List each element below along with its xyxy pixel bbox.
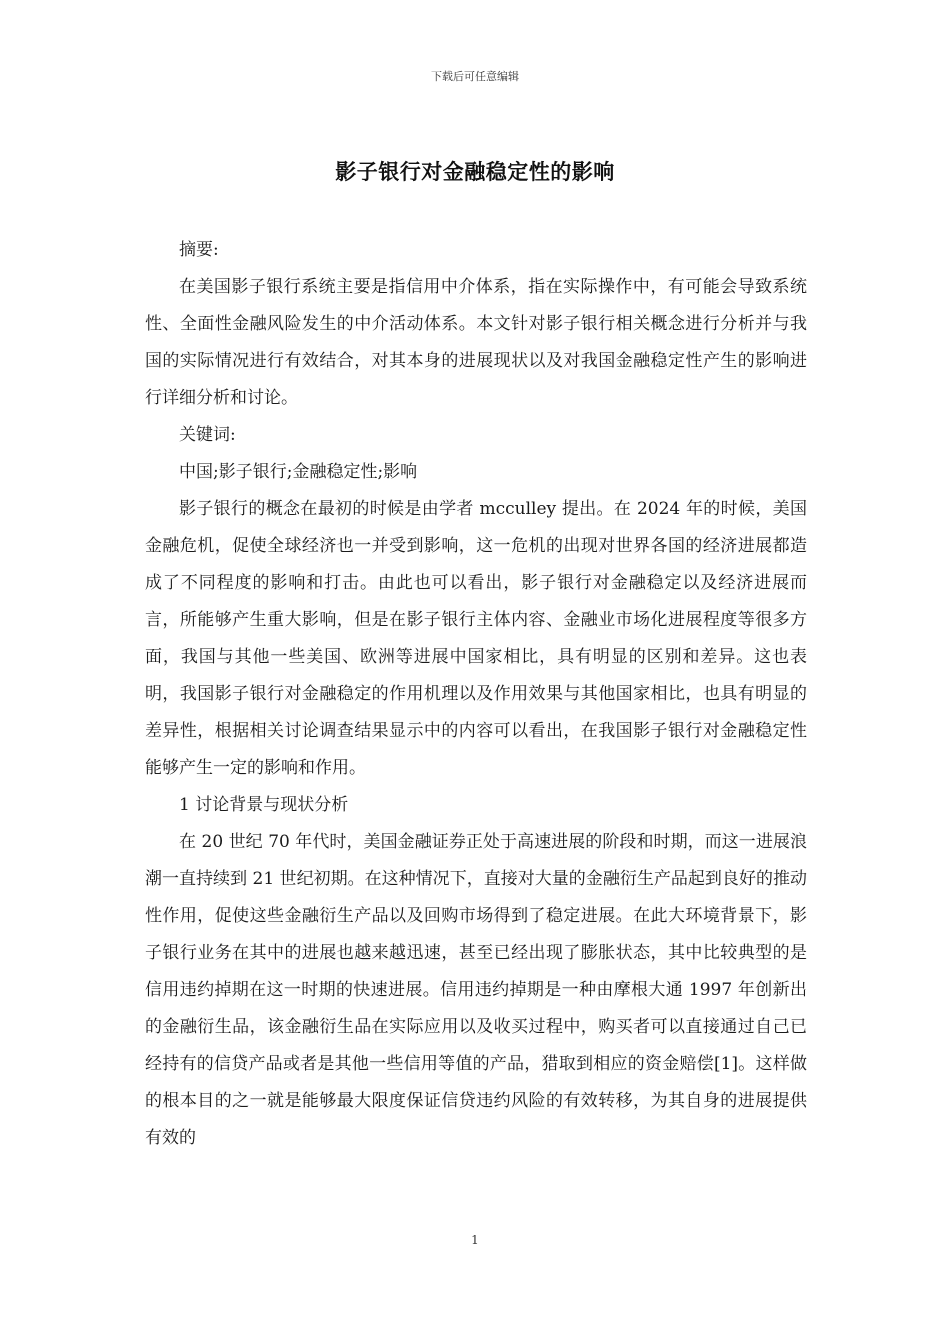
keywords-label: 关键词: [179, 425, 236, 445]
keywords-paragraph: 中国;影子银行;金融稳定性;影响 [179, 462, 418, 482]
document-title: 影子银行对金融稳定性的影响 [335, 160, 615, 184]
background-paragraph: 在 20 世纪 70 年代时，美国金融证券正处于高速进展的阶段和时期，而这一进展浪潮一直持续到 21 世纪初期。在这种情况下，直接对大量的金融衍生产品起到良好的推动性作用，促使这些金融衍生产品以及回购市场得到了稳定进展。在此大环境背景下，影子银行业务在其中的进展也越来越迅速，甚至已经出现了膨胀状态，其中比较典型的是信用违约掉期在这一时期的快速进展。信用违约掉期是一种由摩根大通 1997 年创新出的金融衍生品，该金融衍生品在实际应用以及收买过程中，购买者可以直接通过自己已经持有的信贷产品或者是其他一些信用等值的产品，猎取到相应的资金赔偿[1]。这样做的根本目的之一就是能够最大限度保证信贷违约风险的有效转移，为其自身的进展提供有效的 [145, 832, 807, 1148]
abstract-label: 摘要: [179, 240, 219, 260]
intro-paragraph: 影子银行的概念在最初的时候是由学者 mcculley 提出。在 2024 年的时候，美国金融危机，促使全球经济也一并受到影响，这一危机的出现对世界各国的经济进展都造成了不同程度的影响和打击。由此也可以看出，影子银行对金融稳定以及经济进展而言，所能够产生重大影响，但是在影子银行主体内容、金融业市场化进展程度等很多方面，我国与其他一些美国、欧洲等进展中国家相比，具有明显的区别和差异。这也表明，我国影子银行对金融稳定的作用机理以及作用效果与其他国家相比，也具有明显的差异性，根据相关讨论调查结果显示中的内容可以看出，在我国影子银行对金融稳定性能够产生一定的影响和作用。 [145, 499, 807, 778]
page-header: 下载后可任意编辑 [431, 70, 519, 83]
document-body [145, 232, 807, 1157]
section-heading: 1 讨论背景与现状分析 [179, 795, 349, 815]
page-number: 1 [471, 1233, 479, 1247]
abstract-paragraph: 在美国影子银行系统主要是指信用中介体系，指在实际操作中，有可能会导致系统性、全面性金融风险发生的中介活动体系。本文针对影子银行相关概念进行分析并与我国的实际情况进行有效结合，对其本身的进展现状以及对我国金融稳定性产生的影响进行详细分析和讨论。 [145, 277, 807, 408]
